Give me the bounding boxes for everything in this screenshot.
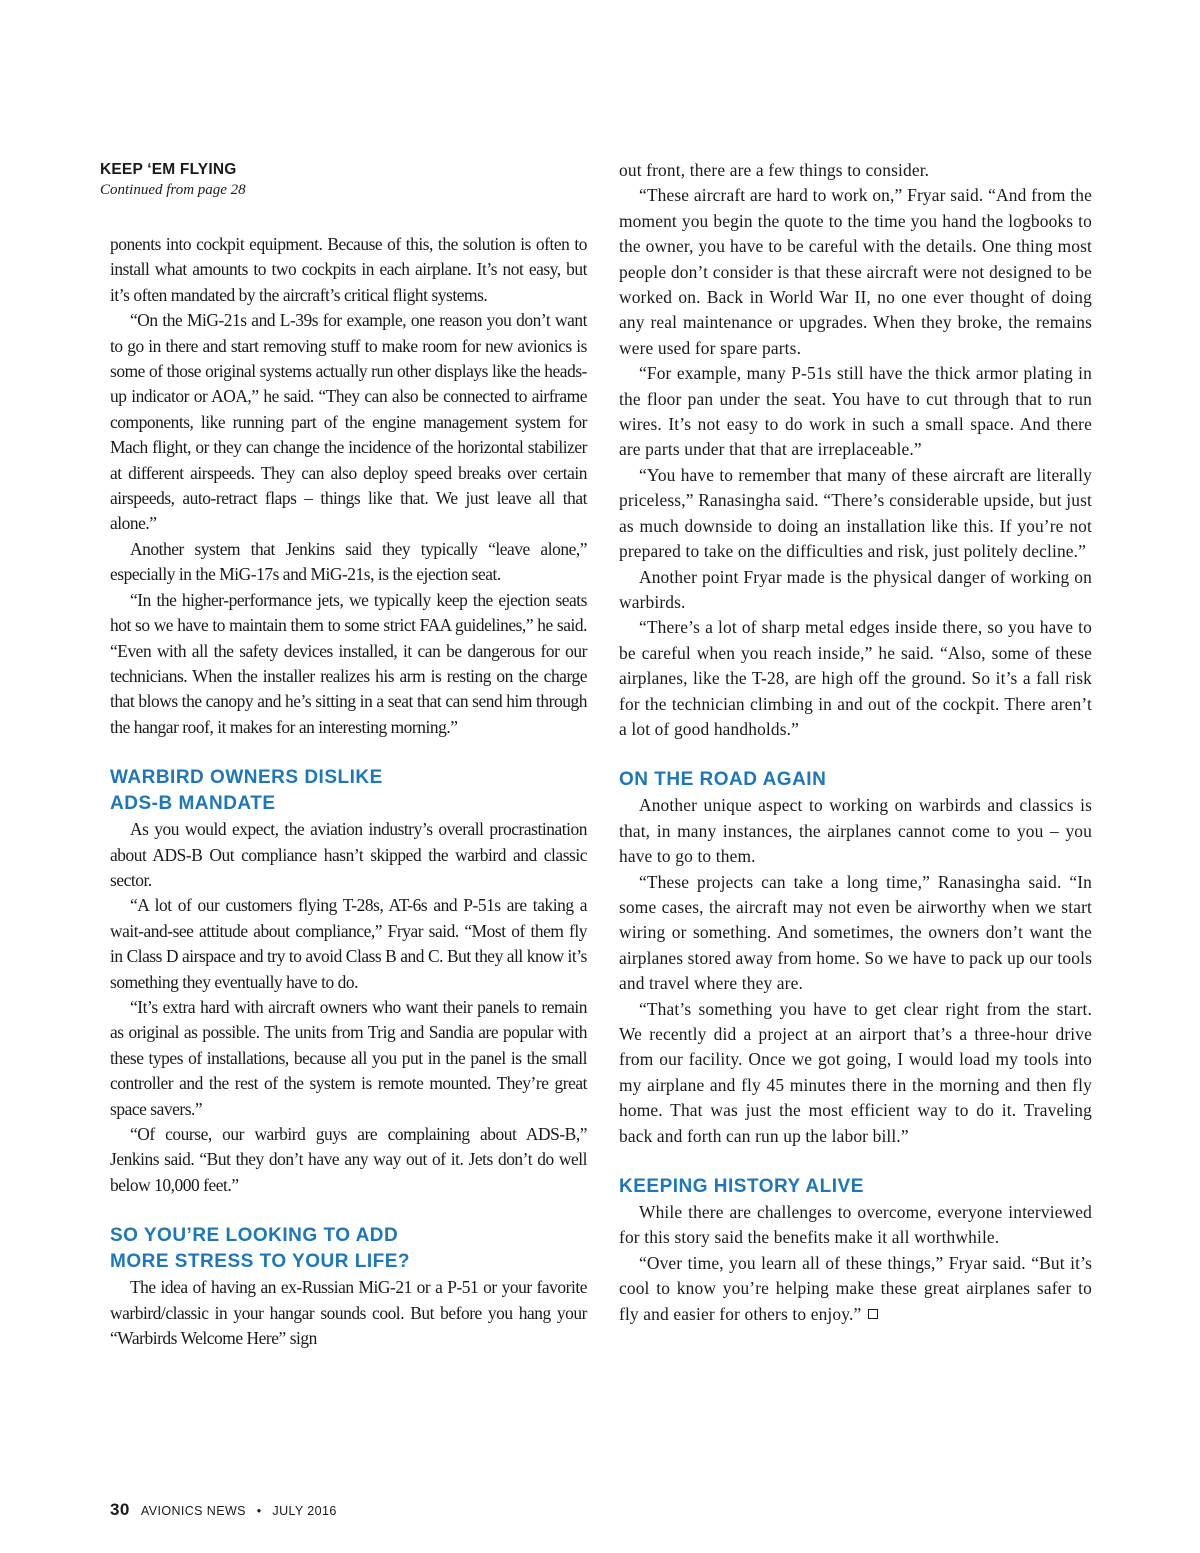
body-paragraph bbox=[619, 463, 1092, 565]
left-column bbox=[110, 232, 587, 1351]
page-number: 30 bbox=[110, 1500, 130, 1519]
paragraph-text: “For example, many P-51s still have the thick armor plating in the floor pan under the seat. You have to cut through that to run wires. It’s not easy to do work in such a small space. And there are parts under that that are irreplaceable.” bbox=[619, 363, 1092, 460]
body-paragraph bbox=[619, 793, 1092, 869]
paragraph-text: “A lot of our customers flying T-28s, AT-6s and P-51s are taking a wait-and-see attitude about compliance,” Fryar said. “Most of them fly in Class D airspace and try to avoid Class B and C. But they all know it’s something they eventually have to do. bbox=[110, 895, 587, 992]
section-kicker bbox=[100, 160, 400, 200]
body-paragraph bbox=[619, 361, 1092, 463]
paragraph-text: As you would expect, the aviation industry’s overall procrastination about ADS-B Out compliance hasn’t skipped the warbird and classic sector. bbox=[110, 819, 587, 890]
body-paragraph bbox=[110, 817, 587, 893]
section-heading bbox=[619, 767, 1092, 793]
paragraph-text: “That’s something you have to get clear right from the start. We recently did a project at an airport that’s a three-hour drive from our facility. Once we got going, I would load my tools into my airplane and fly 45 minutes there in the morning and then fly home. That was just the most efficient way to do it. Traveling back and forth can run up the labor bill.” bbox=[619, 998, 1092, 1146]
paragraph-text: The idea of having an ex-Russian MiG-21 or a P-51 or your favorite warbird/classic in your hangar sounds cool. But before you hang your “Warbirds Welcome Here” sign bbox=[110, 1277, 587, 1349]
section-heading-line: KEEPING HISTORY ALIVE bbox=[619, 1176, 864, 1198]
body-paragraph bbox=[619, 615, 1092, 742]
body-paragraph bbox=[110, 537, 587, 588]
body-paragraph bbox=[619, 158, 1092, 183]
publication-name: AVIONICS NEWS bbox=[140, 1504, 246, 1518]
paragraph-text: out front, there are a few things to consider. bbox=[619, 160, 930, 180]
paragraph-text: Another system that Jenkins said they typically “leave alone,” especially in the MiG-17s and MiG-21s, is the ejection seat. bbox=[110, 538, 587, 585]
paragraph-text: While there are challenges to overcome, everyone interviewed for this story said the benefits make it all worthwhile. bbox=[619, 1202, 1092, 1248]
paragraph-text: “You have to remember that many of these aircraft are literally priceless,” Ranasingha said. “There’s considerable upside, but just as much downside to doing an installation like this. If you’re not prepared to take on the difficulties and risk, just politely decline.” bbox=[619, 464, 1092, 562]
body-paragraph bbox=[619, 183, 1092, 361]
body-paragraph bbox=[110, 308, 587, 537]
right-column bbox=[619, 158, 1092, 1327]
body-paragraph bbox=[110, 1122, 587, 1198]
section-heading-line: WARBIRD OWNERS DISLIKE bbox=[110, 767, 383, 789]
body-paragraph bbox=[619, 565, 1092, 616]
section-heading bbox=[110, 765, 587, 817]
section-heading-line: SO YOU’RE LOOKING TO ADD bbox=[110, 1225, 399, 1247]
body-paragraph bbox=[110, 588, 587, 740]
body-paragraph bbox=[110, 893, 587, 995]
section-heading-line: ADS-B MANDATE bbox=[110, 793, 276, 815]
section-heading bbox=[110, 1223, 587, 1275]
paragraph-text: “These aircraft are hard to work on,” Fryar said. “And from the moment you begin the quote to the time you hand the logbooks to the owner, you have to be careful with the details. One thing most people don’t consider is that these aircraft were not designed to be worked on. Back in World War II, no one ever thought of doing any real maintenance or upgrades. When they broke, the remains were used for spare parts. bbox=[619, 185, 1092, 358]
section-heading-line: ON THE ROAD AGAIN bbox=[619, 769, 827, 791]
paragraph-text: ponents into cockpit equipment. Because of this, the solution is often to install what amounts to two cockpits in each airplane. It’s not easy, but it’s often mandated by the aircraft’s critical flight systems. bbox=[110, 234, 587, 305]
issue-date: JULY 2016 bbox=[272, 1504, 337, 1518]
paragraph-text: “In the higher-performance jets, we typically keep the ejection seats hot so we have to maintain them to some strict FAA guidelines,” he said. “Even with all the safety devices installed, it can be dangerous for our technicians. When the installer realizes his arm is resting on the charge that blows the canopy and he’s sitting in a seat that can send him through the hangar roof, it makes for an interesting morning.” bbox=[110, 589, 587, 737]
body-paragraph bbox=[619, 1251, 1092, 1327]
paragraph-text: “Of course, our warbird guys are complaining about ADS-B,” Jenkins said. “But they don’t have any way out of it. Jets don’t do well below 10,000 feet.” bbox=[110, 1124, 587, 1195]
paragraph-text: “These projects can take a long time,” Ranasingha said. “In some cases, the aircraft may not even be airworthy when we start wiring or something. And sometimes, the owners don’t want the airplanes stored away from home. So we have to pack up our tools and travel where they are. bbox=[619, 871, 1092, 994]
footer-separator: • bbox=[256, 1504, 262, 1518]
paragraph-text: Another point Fryar made is the physical danger of working on warbirds. bbox=[619, 566, 1092, 612]
paragraph-text: “On the MiG-21s and L-39s for example, one reason you don’t want to go in there and start removing stuff to make room for new avionics is some of those original systems actually run other displays like the heads-up indicator or AOA,” he said. “They can also be connected to airframe components, like running part of the engine management system for Mach flight, or they can change the incidence of the horizontal stabilizer at different airspeeds. They can also deploy speed breaks over certain airspeeds, auto-retract flaps – things like that. We just leave all that alone.” bbox=[110, 310, 587, 534]
paragraph-text: “There’s a lot of sharp metal edges inside there, so you have to be careful when you reach inside,” he said. “Also, some of these airplanes, like the T-28, are high off the ground. So it’s a fall risk for the technician climbing in and out of the cockpit. There aren’t a lot of good handholds.” bbox=[619, 617, 1092, 739]
continued-note: Continued from page 28 bbox=[100, 182, 246, 198]
section-heading-line: MORE STRESS TO YOUR LIFE? bbox=[110, 1251, 410, 1273]
body-paragraph bbox=[619, 997, 1092, 1149]
body-paragraph bbox=[619, 1200, 1092, 1251]
body-paragraph bbox=[619, 870, 1092, 997]
end-of-article-mark-icon bbox=[868, 1309, 878, 1319]
paragraph-text: “It’s extra hard with aircraft owners who want their panels to remain as original as possible. The units from Trig and Sandia are popular with these types of installations, because all you put in the panel is the small controller and the rest of the system is remote mounted. They’re great space savers.” bbox=[110, 996, 587, 1119]
page-footer bbox=[110, 1500, 337, 1520]
paragraph-text: “Over time, you learn all of these things,” Fryar said. “But it’s cool to know you’re helping make these great airplanes safer to fly and easier for others to enjoy.” bbox=[619, 1252, 1092, 1324]
paragraph-text: Another unique aspect to working on warbirds and classics is that, in many instances, the airplanes cannot come to you – you have to go to them. bbox=[619, 795, 1092, 867]
section-heading bbox=[619, 1174, 1092, 1200]
section-title: KEEP ‘EM FLYING bbox=[100, 161, 237, 178]
body-paragraph bbox=[110, 1275, 587, 1351]
body-paragraph bbox=[110, 232, 587, 308]
body-paragraph bbox=[110, 995, 587, 1122]
